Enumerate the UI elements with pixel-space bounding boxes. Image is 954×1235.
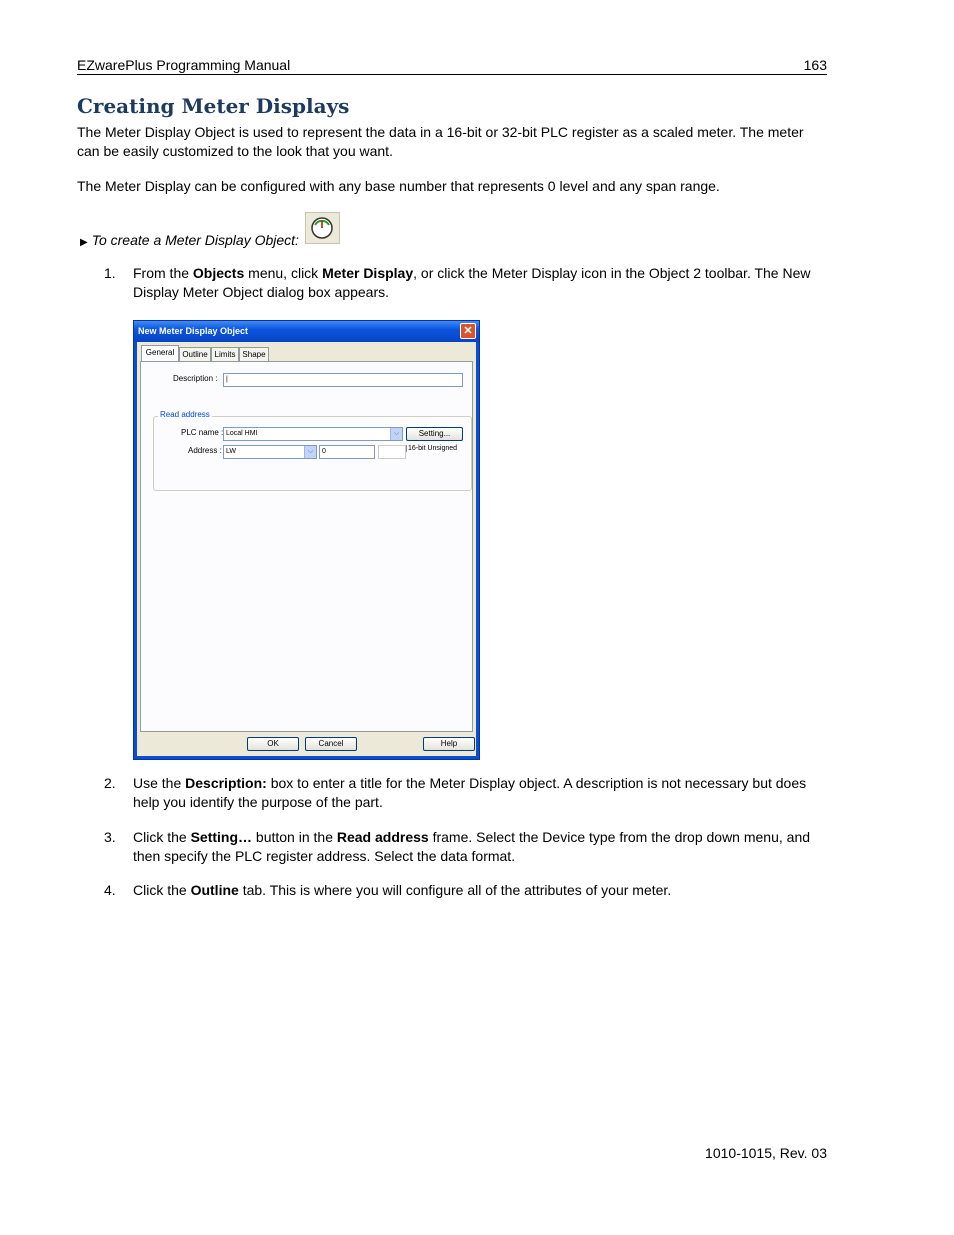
setting-button[interactable]: Setting... (406, 427, 463, 441)
procedure-label: To create a Meter Display Object: (91, 232, 299, 248)
close-icon[interactable]: ✕ (460, 323, 476, 339)
intro-paragraph-2: The Meter Display can be configured with any base number that represents 0 level and any span range. (77, 178, 720, 194)
address-extra-field (378, 445, 406, 459)
chevron-down-icon: ⌵ (390, 428, 402, 440)
help-button[interactable]: Help (423, 737, 475, 751)
plc-name-select[interactable]: Local HMI ⌵ (223, 427, 403, 441)
page-header (77, 57, 827, 75)
page-footer: 1010-1015, Rev. 03 (705, 1145, 827, 1161)
description-label: Description : (173, 374, 218, 383)
address-type-select[interactable]: LW ⌵ (223, 445, 317, 459)
chevron-down-icon: ⌵ (304, 446, 316, 458)
description-input[interactable]: | (223, 373, 463, 387)
ok-button[interactable]: OK (247, 737, 299, 751)
tab-outline[interactable]: Outline (179, 347, 211, 361)
meter-display-dialog (133, 320, 480, 760)
data-format: 16-bit Unsigned (408, 445, 458, 452)
dialog-body (137, 342, 476, 756)
general-panel (140, 361, 473, 732)
meter-display-icon (305, 212, 340, 244)
read-address-caption: Read address (160, 410, 210, 419)
dialog-titlebar (134, 321, 479, 342)
address-input[interactable]: 0 (319, 445, 375, 459)
tab-limits[interactable]: Limits (211, 347, 239, 361)
triangle-icon: ▶ (80, 237, 88, 248)
read-address-group (153, 410, 472, 491)
dialog-title: New Meter Display Object (138, 326, 249, 336)
manual-title: EZwarePlus Programming Manual (77, 57, 291, 73)
tab-general[interactable]: General (141, 345, 179, 362)
address-label: Address : (188, 446, 222, 455)
cancel-button[interactable]: Cancel (305, 737, 357, 751)
procedure-heading (80, 232, 299, 248)
section-title: Creating Meter Displays (77, 94, 350, 118)
page-number: 163 (803, 57, 827, 73)
plc-name-label: PLC name : (181, 428, 224, 437)
tab-shape[interactable]: Shape (239, 347, 269, 361)
intro-paragraph-1: The Meter Display Object is used to represent the data in a 16-bit or 32-bit PLC register as a scaled meter. The meter can be easily customized to the look that you want. (77, 124, 804, 159)
